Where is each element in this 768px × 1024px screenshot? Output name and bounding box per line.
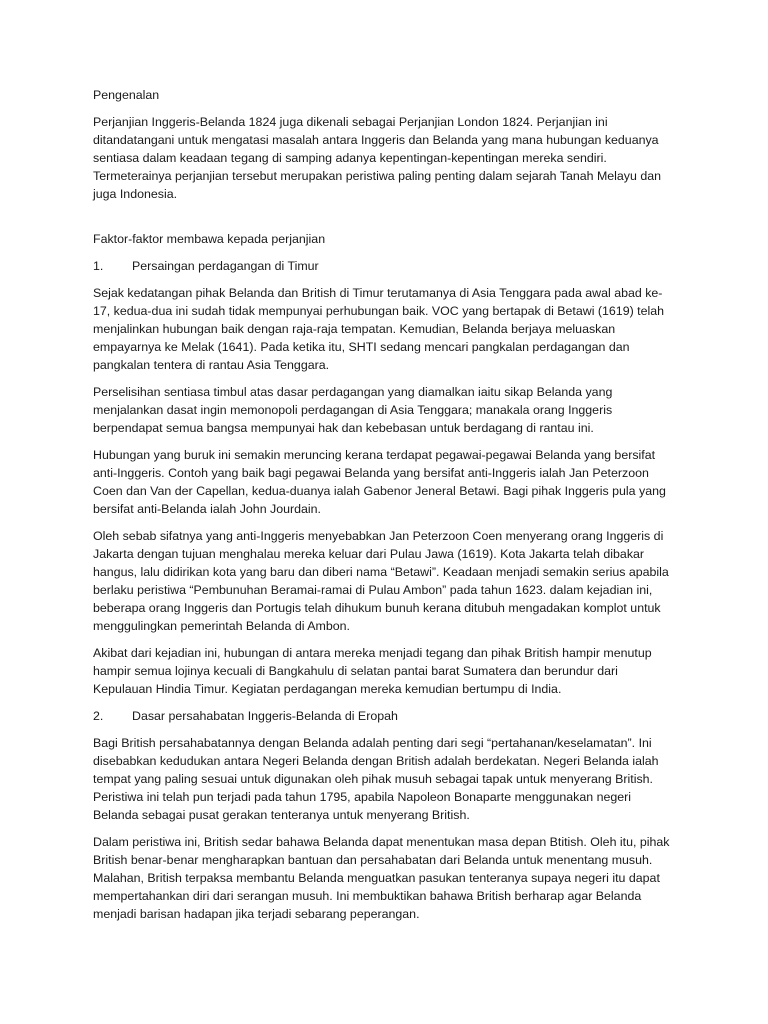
section-1-title: Persaingan perdagangan di Timur xyxy=(132,259,319,273)
section-2-paragraph-2: Dalam peristiwa ini, British sedar bahawa Belanda dapat menentukan masa depan Btitish. Oleh itu, pihak British benar-benar mengharapkan bantuan dan persahabatan dari Belanda untuk menentang musuh. Malahan, British terpaksa membantu Belanda menguatkan pasukan tenteranya supaya negeri itu dapat mempertahankan diri dari serangan musuh. Ini membuktikan bahawa British berharap agar Belanda menjadi barisan hadapan jika terjadi sebarang peperangan. xyxy=(93,835,670,921)
section-2-heading xyxy=(93,707,678,725)
section-1-heading xyxy=(93,257,678,275)
factors-heading: Faktor-faktor membawa kepada perjanjian xyxy=(93,232,326,246)
intro-heading: Pengenalan xyxy=(93,88,160,102)
document-body xyxy=(93,86,678,932)
section-2-paragraph-1: Bagi British persahabatannya dengan Belanda adalah penting dari segi “pertahanan/keselamatan”. Ini disebabkan kedudukan antara Negeri Belanda dengan British adalah berdekatan. Negeri Belanda ialah tempat yang paling sesuai untuk digunakan oleh pihak musuh sebagai tapak untuk menyerang British. Peristiwa ini telah pun terjadi pada tahun 1795, apabila Napoleon Bonaparte menggunakan negeri Belanda sebagai pusat gerakan tenteranya untuk menyerang British. xyxy=(93,736,659,822)
section-1-paragraph-2: Perselisihan sentiasa timbul atas dasar perdagangan yang diamalkan iaitu sikap Belanda yang menjalankan dasat ingin memonopoli perdagangan di Asia Tenggara; manakala orang Inggeris berpendapat semua bangsa mempunyai hak dan kebebasan untuk berdagang di rantau ini. xyxy=(93,385,613,435)
section-2-title: Dasar persahabatan Inggeris-Belanda di Eropah xyxy=(132,709,398,723)
section-spacer xyxy=(93,212,678,230)
section-1-paragraph-5: Akibat dari kejadian ini, hubungan di antara mereka menjadi tegang dan pihak British hampir menutup hampir semua lojinya kecuali di Bangkahulu di selatan pantai barat Sumatera dan berundur dari Kepulauan Hindia Timur. Kegiatan perdagangan mereka kemudian bertumpu di India. xyxy=(93,646,652,696)
intro-paragraph: Perjanjian Inggeris-Belanda 1824 juga dikenali sebagai Perjanjian London 1824. Perjanjian ini ditandatangani untuk mengatasi masalah antara Inggeris dan Belanda yang mana hubungan keduanya sentiasa dalam keadaan tegang di samping adanya kepentingan-kepentingan mereka sendiri. Termeterainya perjanjian tersebut merupakan peristiwa paling penting dalam sejarah Tanah Melayu dan juga Indonesia. xyxy=(93,115,662,201)
section-1-paragraph-3: Hubungan yang buruk ini semakin meruncing kerana terdapat pegawai-pegawai Belanda yang bersifat anti-Inggeris. Contoh yang baik bagi pegawai Belanda yang bersifat anti-Inggeris ialah Jan Peterzoon Coen dan Van der Capellan, kedua-duanya ialah Gabenor Jeneral Betawi. Bagi pihak Inggeris pula yang bersifat anti-Belanda ialah John Jourdain. xyxy=(93,448,666,516)
section-2-number: 2. xyxy=(93,709,104,723)
section-1-paragraph-4: Oleh sebab sifatnya yang anti-Inggeris menyebabkan Jan Peterzoon Coen menyerang orang Inggeris di Jakarta dengan tujuan menghalau mereka keluar dari Pulau Jawa (1619). Kota Jakarta telah dibakar hangus, lalu didirikan kota yang baru dan diberi nama “Betawi”. Keadaan menjadi semakin serius apabila berlaku peristiwa “Pembunuhan Beramai-ramai di Pulau Ambon” pada tahun 1623. dalam kejadian ini, beberapa orang Inggeris dan Portugis telah dihukum bunuh kerana ditubuh mengadakan komplot untuk menggulingkan pemerintah Belanda di Ambon. xyxy=(93,529,669,633)
section-1-paragraph-1: Sejak kedatangan pihak Belanda dan British di Timur terutamanya di Asia Tenggara pada awal abad ke-17, kedua-dua ini sudah tidak mempunyai perhubungan baik. VOC yang bertapak di Betawi (1619) telah menjalinkan hubungan baik dengan raja-raja tempatan. Kemudian, Belanda berjaya meluaskan empayarnya ke Melak (1641). Pada ketika itu, SHTI sedang mencari pangkalan perdagangan dan pangkalan tentera di rantau Asia Tenggara. xyxy=(93,286,665,372)
section-1-number: 1. xyxy=(93,259,104,273)
